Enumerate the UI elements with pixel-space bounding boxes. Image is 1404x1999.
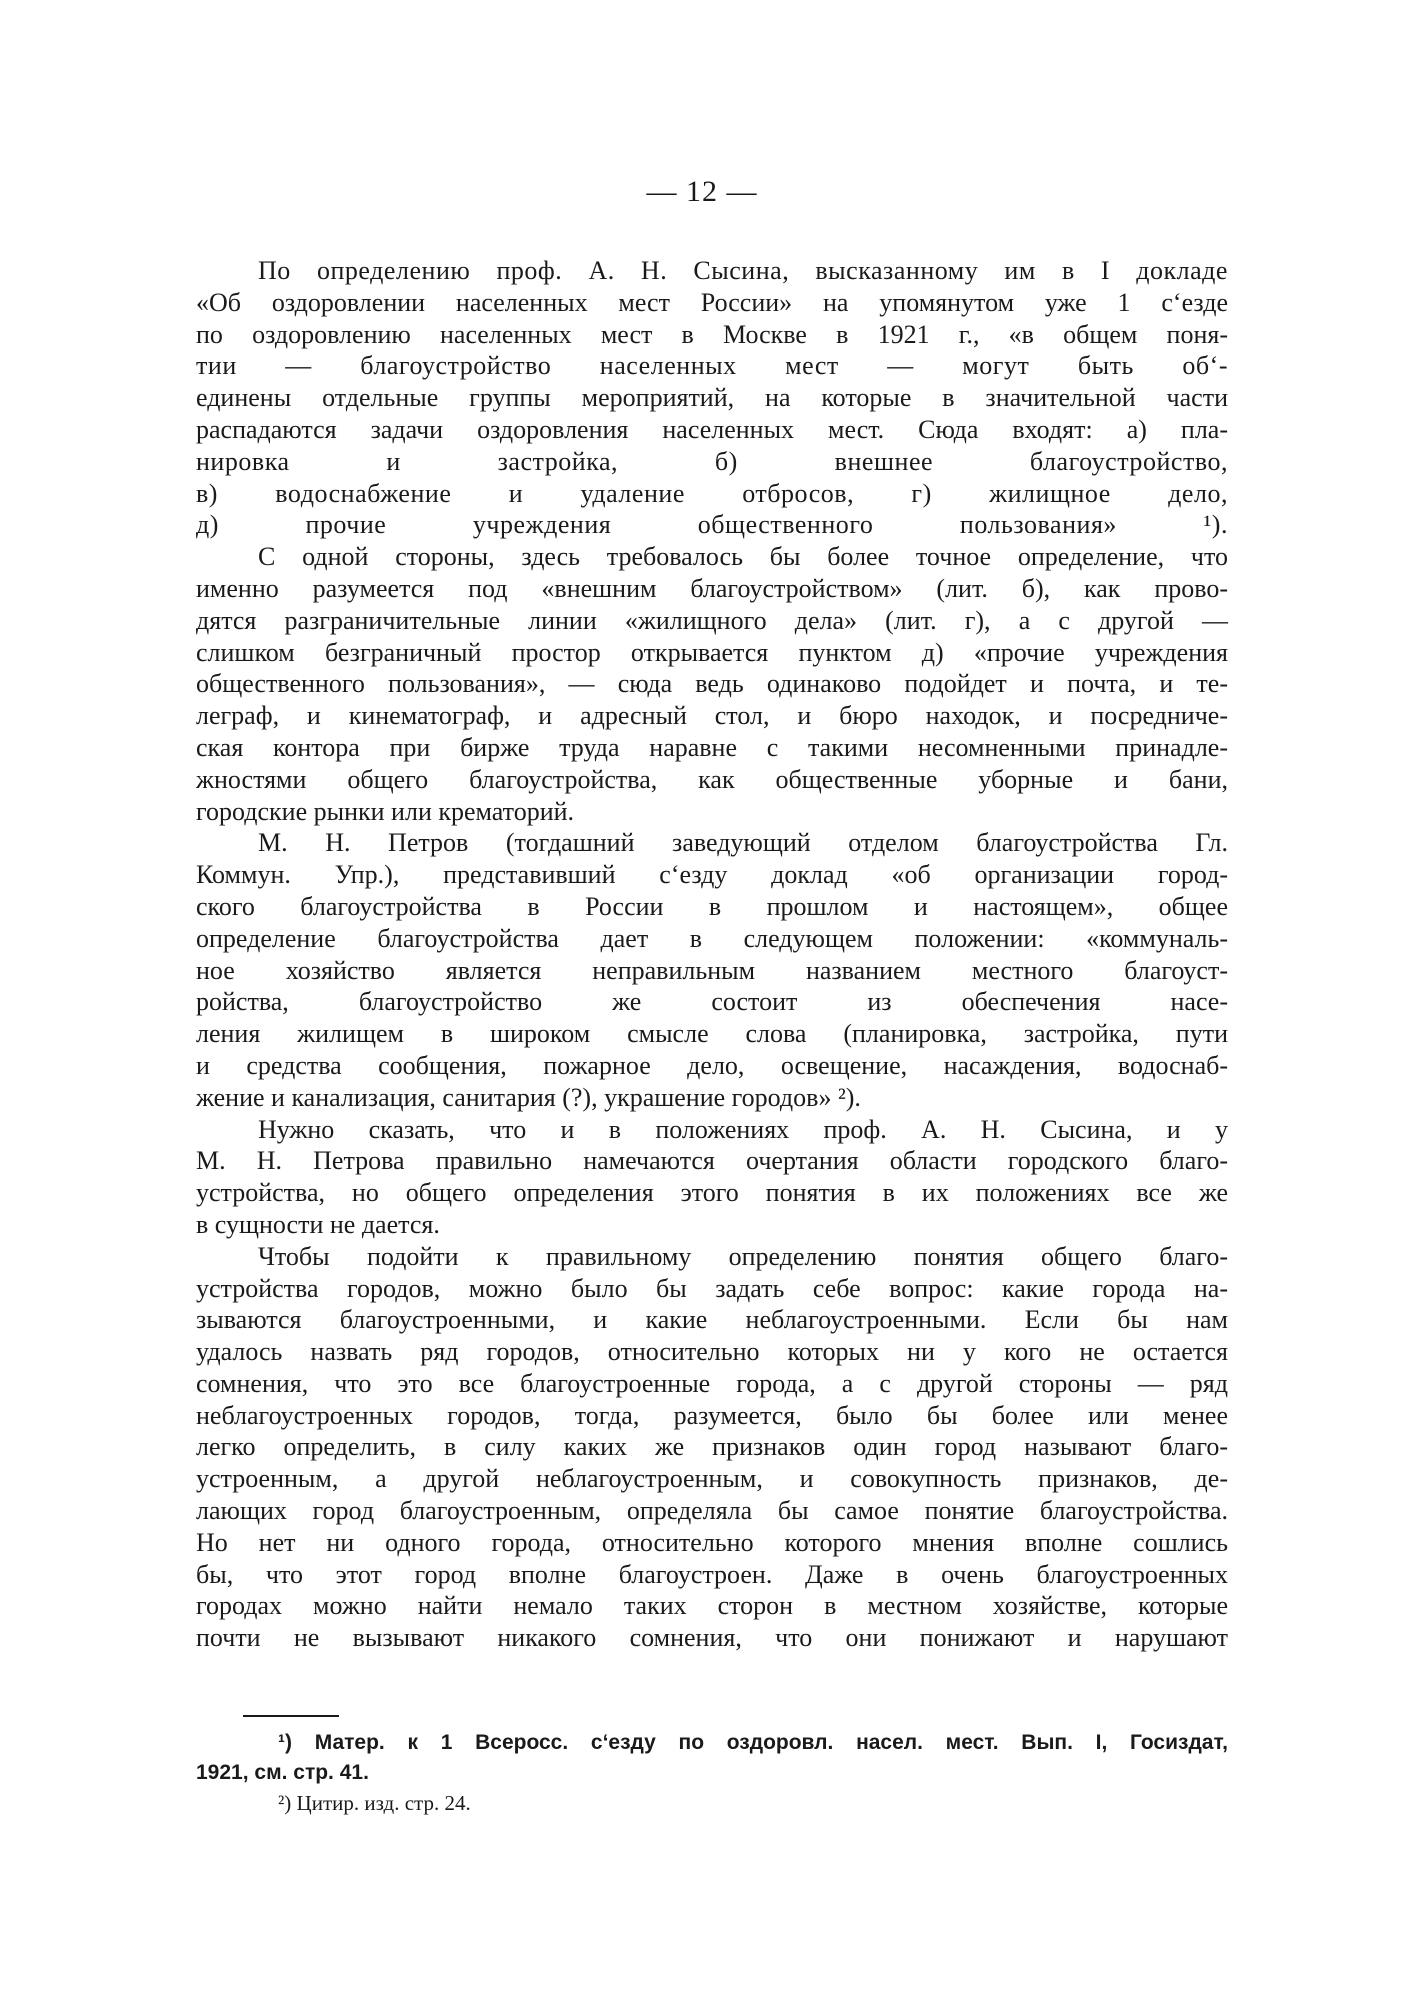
footnote-1-continuation: 1921, см. стр. 41. [196,1761,369,1784]
text-line: городские рынки или крематорий. [196,796,575,826]
text-line: леграф, и кинематограф, и адресный стол, и бюро находок, и посредниче- [196,701,1228,731]
text-line: Коммун. Упр.), представивший сʻезду доклад «об организации город- [196,860,1228,890]
text-line: слишком безграничный простор открывается пунктом д) «прочие учреждения [196,637,1228,667]
text-line: М. Н. Петров (тогдашний заведующий отделом благоустройства Гл. [258,828,1228,858]
text-line: и средства сообщения, пожарное дело, освещение, насаждения, водоснаб- [196,1050,1228,1080]
text-line: определение благоустройства дает в следующем положении: «коммуналь- [196,923,1228,953]
text-line: неблагоустроенных городов, тогда, разумеется, было бы более или менее [196,1400,1228,1430]
text-line: единены отдельные группы мероприятий, на которые в значительной части [196,383,1228,413]
text-line: нировка и застройка, б) внешнее благоустройство, [196,446,1228,476]
text-line: бы, что этот город вполне благоустроен. Даже в очень благоустроенных [196,1559,1228,1589]
text-line: легко определить, в силу каких же признаков один город называют благо- [196,1432,1228,1462]
text-line: дятся разграничительные линии «жилищного дела» (лит. г), а с другой — [196,605,1228,635]
text-line: По определению проф. А. Н. Сысина, высказанному им в I докладе [258,256,1228,285]
text-line: зываются благоустроенными, и какие неблагоустроенными. Если бы нам [196,1305,1228,1335]
text-line: лающих город благоустроенным, определяла бы самое понятие благоустройства. [196,1496,1228,1526]
text-line: удалось назвать ряд городов, относительно которых ни у кого не остается [196,1337,1228,1367]
text-line: ное хозяйство является неправильным названием местного благоуст- [196,955,1228,985]
text-line: общественного пользования», — сюда ведь одинаково подойдет и почта, и те- [196,669,1228,699]
text-line: почти не вызывают никакого сомнения, что они понижают и нарушают [196,1623,1228,1653]
footnotes [196,1728,1228,1818]
text-line: городах можно найти немало таких сторон в местном хозяйстве, которые [196,1591,1228,1621]
footnote-divider [243,1715,339,1717]
text-line: Чтобы подойти к правильному определению понятия общего благо- [258,1241,1228,1271]
text-line: именно разумеется под «внешним благоустройством» (лит. б), как прово- [196,573,1228,603]
text-line: «Об оздоровлении населенных мест России» на упомянутом уже 1 сʻезде [196,287,1228,317]
text-line: Нужно сказать, что и в положениях проф. А. Н. Сысина, и у [258,1114,1228,1144]
text-line: распадаются задачи оздоровления населенных мест. Сюда входят: а) пла- [196,414,1228,444]
text-line: в сущности не дается. [196,1209,440,1239]
page-number: — 12 — [646,175,758,208]
text-line: М. Н. Петрова правильно намечаются очертания области городского благо- [196,1146,1228,1176]
footnote-1: ¹) Матер. к 1 Всеросс. сʻезду по оздоровл. насел. мест. Вып. I, Госиздат, [278,1731,1228,1754]
text-line: в) водоснабжение и удаление отбросов, г) жилищное дело, [196,478,1228,508]
text-line: устроенным, а другой неблагоустроенным, и совокупность признаков, де- [196,1464,1228,1494]
text-line: жение и канализация, санитария (?), украшение городов» ²). [196,1082,861,1112]
text-line: ская контора при бирже труда наравне с такими несомненными принадле- [196,732,1228,762]
text-line: сомнения, что это все благоустроенные города, а с другой стороны — ряд [196,1368,1228,1398]
footnote-2: ²) Цитир. изд. стр. 24. [278,1791,471,1815]
text-line: устройства городов, можно было бы задать себе вопрос: какие города на- [196,1273,1228,1303]
text-line: д) прочие учреждения общественного пользования» ¹). [196,510,1228,540]
text-line: С одной стороны, здесь требовалось бы более точное определение, что [258,542,1228,572]
text-line: тии — благоустройство населенных мест — могут быть обʻ- [196,351,1228,381]
body-text [196,255,1228,1654]
text-line: ления жилищем в широком смысле слова (планировка, застройка, пути [196,1019,1228,1049]
text-line: устройства, но общего определения этого понятия в их положениях все же [196,1178,1228,1208]
text-line: Но нет ни одного города, относительно которого мнения вполне сошлись [196,1527,1228,1557]
text-line: ского благоустройства в России в прошлом и настоящем», общее [196,891,1228,921]
text-line: ройства, благоустройство же состоит из обеспечения насе- [196,987,1228,1017]
text-line: по оздоровлению населенных мест в Москве в 1921 г., «в общем поня- [196,319,1228,349]
text-line: жностями общего благоустройства, как общественные уборные и бани, [196,764,1228,794]
